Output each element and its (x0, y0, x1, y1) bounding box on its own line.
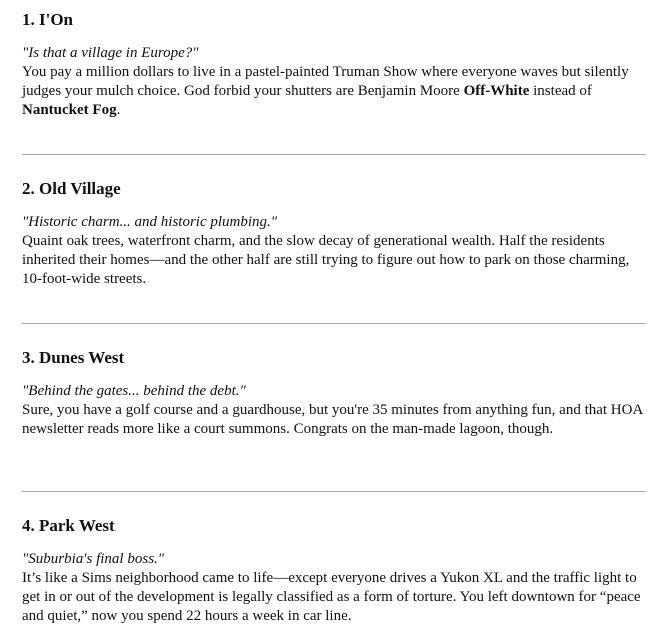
body-text-end: . (116, 102, 121, 118)
section-old-village (22, 177, 648, 289)
bold-color-nantucket-fog: Nantucket Fog (22, 102, 117, 118)
section-body: Sure, you have a golf course and a guardhouse, but you're 35 minutes from anything fun, and that HOA newsletter reads more like a court summons. Congrats on the man-made lagoon, though. (22, 402, 643, 437)
section-heading: 3. Dunes West (22, 348, 125, 367)
section-heading: 4. Park West (22, 516, 115, 535)
section-body: Quaint oak trees, waterfront charm, and the slow decay of generational wealth. Half the residents inherited their homes—and the other half are still trying to figure out how to park on those charming, 10-foot-wide streets. (22, 233, 630, 287)
bold-color-off-white: Off-White (463, 83, 530, 99)
section-body: It’s like a Sims neighborhood came to life—except everyone drives a Yukon XL and the traffic light to get in or out of the development is legally classified as a form of torture. You left downtown for “peace and quiet,” now you spend 22 hours a week in car line. (22, 570, 641, 624)
horizontal-divider (22, 154, 646, 155)
section-quote: "Historic charm... and historic plumbing." (22, 214, 278, 230)
section-heading: 1. I'On (22, 10, 74, 29)
body-text-middle: instead of (529, 83, 592, 99)
horizontal-divider (22, 491, 646, 492)
section-heading: 2. Old Village (22, 179, 121, 198)
section-park-west (22, 514, 648, 626)
section-quote: "Suburbia's final boss." (22, 551, 165, 567)
body-text-start: You pay a million dollars to live in a pastel-painted Truman Show where everyone waves but silently judges your mulch choice. God forbid your shutters are Benjamin Moore (22, 64, 629, 99)
horizontal-divider (22, 323, 646, 324)
section-quote: "Behind the gates... behind the debt." (22, 383, 246, 399)
section-dunes-west (22, 346, 648, 439)
section-ion (22, 8, 648, 120)
section-body (22, 63, 648, 120)
section-quote: "Is that a village in Europe?" (22, 45, 199, 61)
